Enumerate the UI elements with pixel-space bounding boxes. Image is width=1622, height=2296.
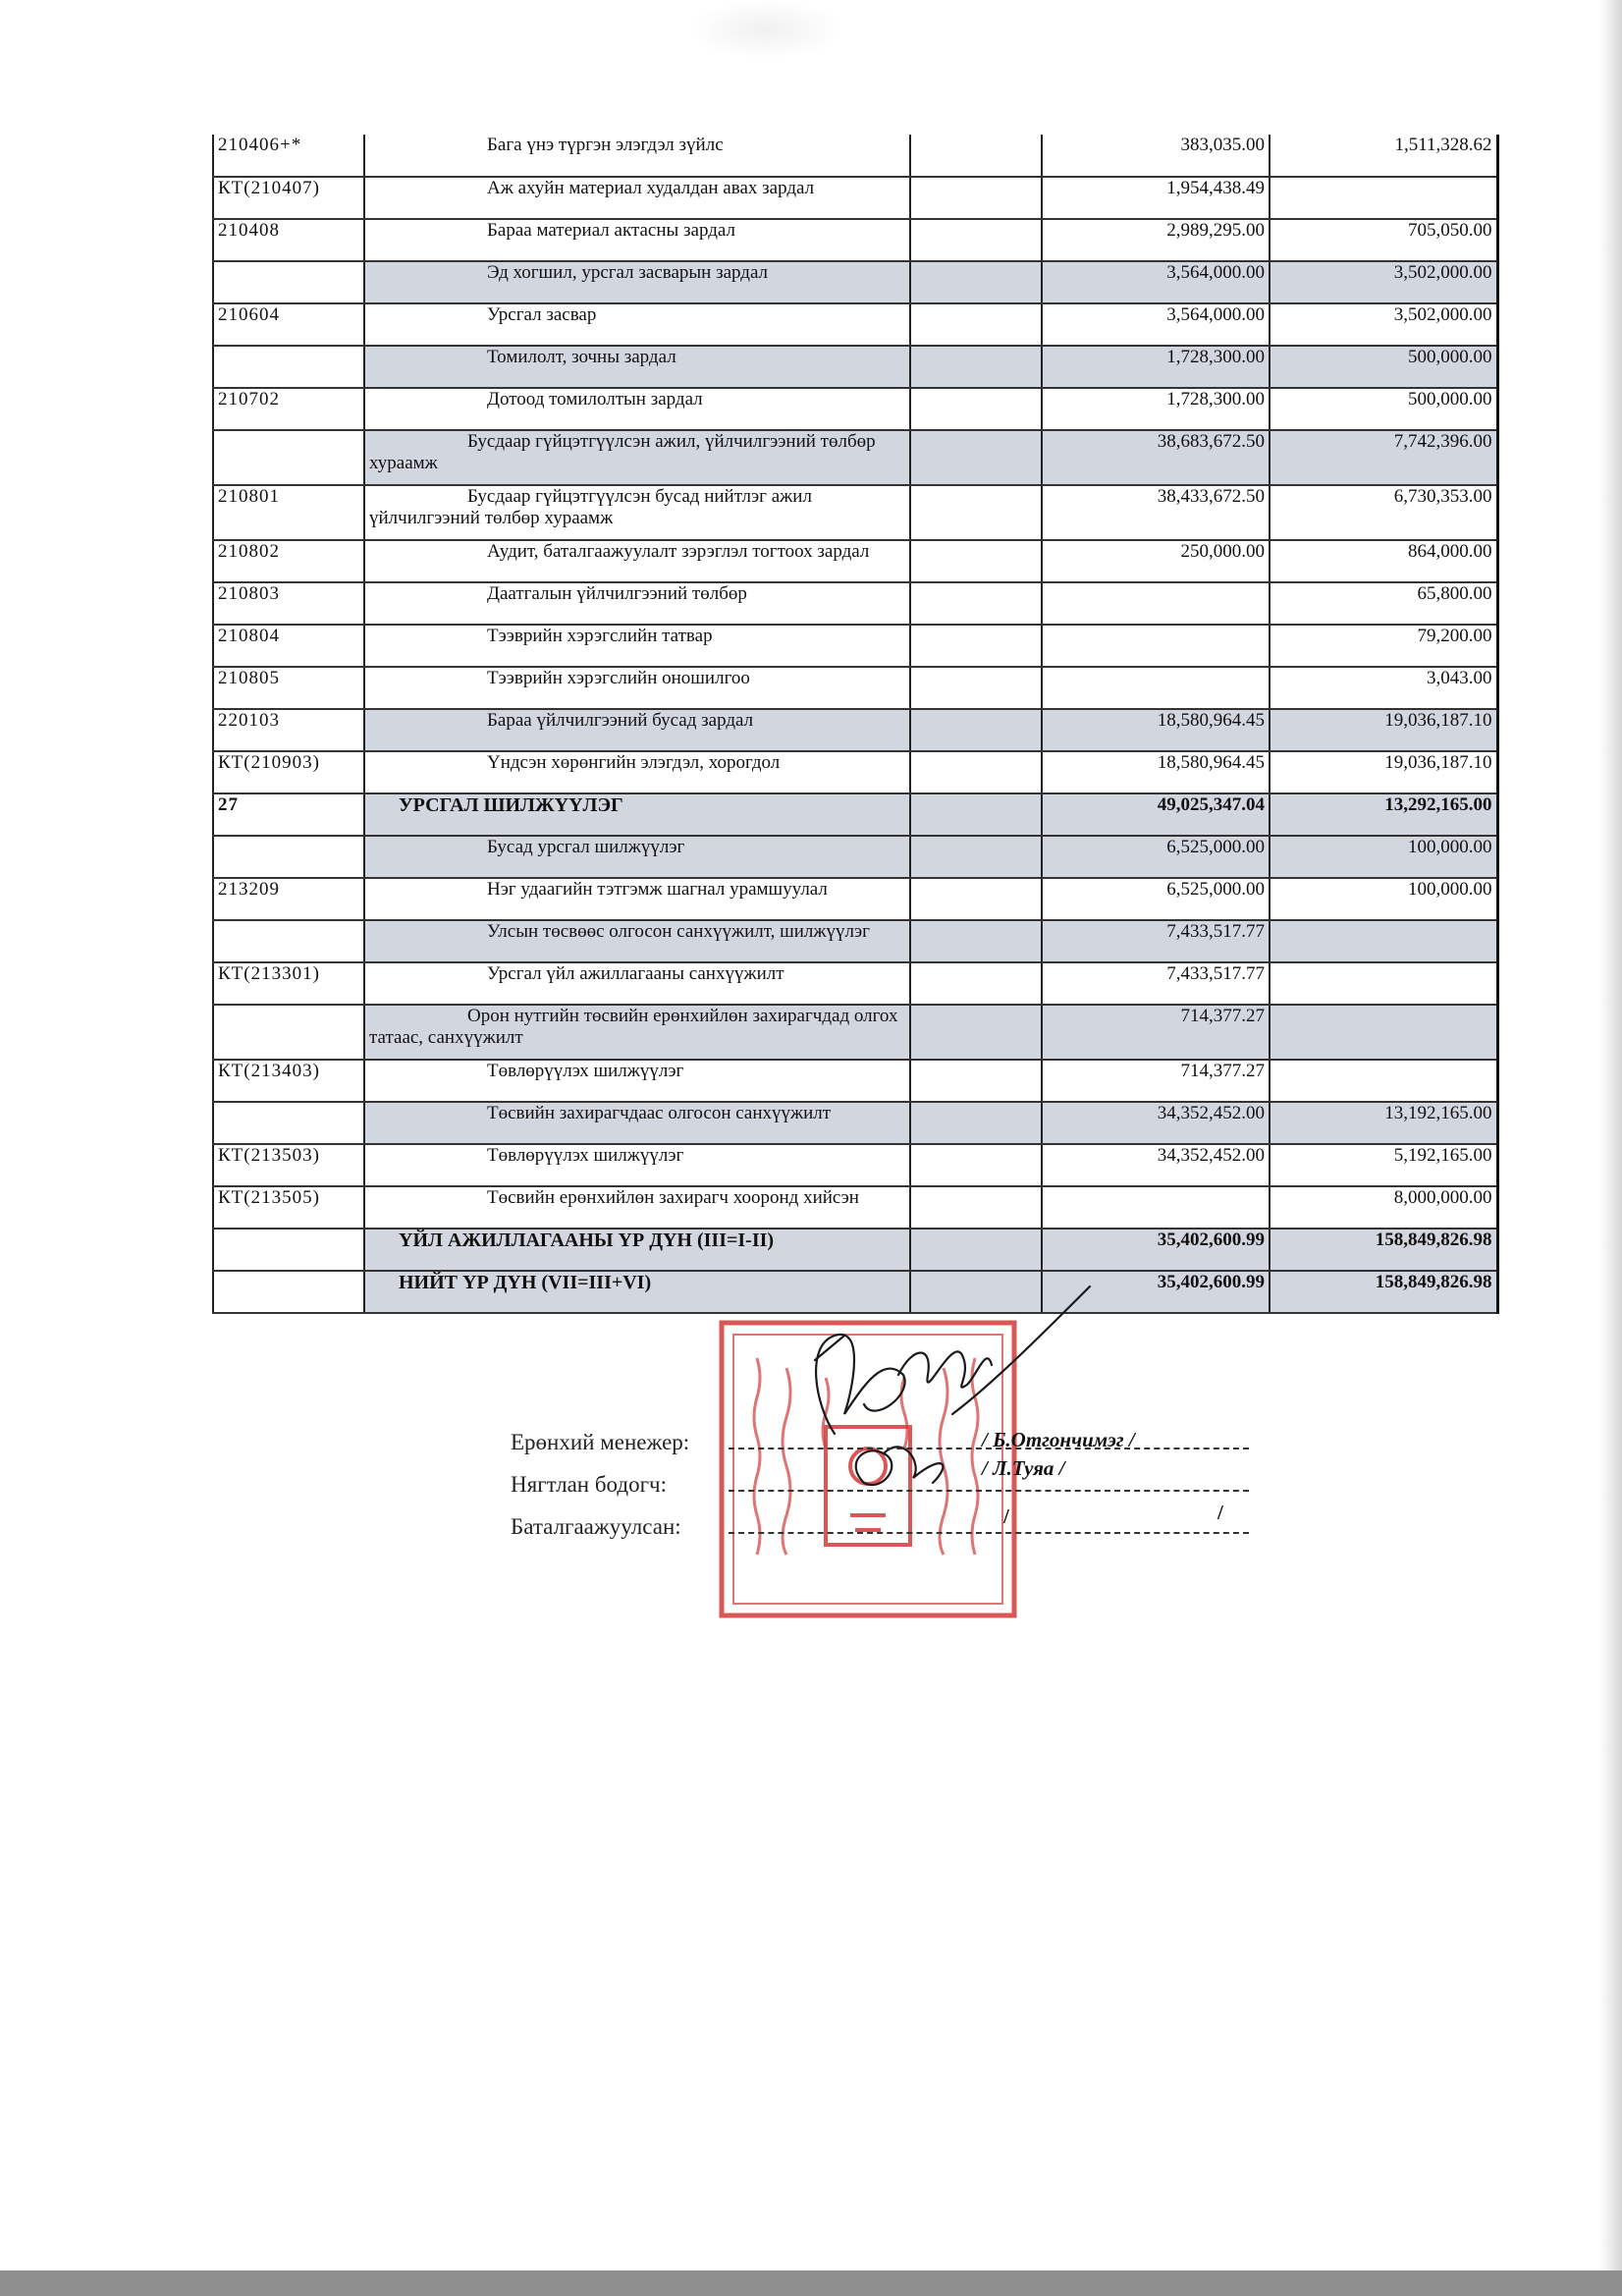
row-amount-current <box>1042 1186 1270 1229</box>
table-row <box>213 1102 1497 1144</box>
row-description: ҮЙЛ АЖИЛЛАГААНЫ ҮР ДҮН (III=I-II) <box>364 1229 910 1271</box>
row-empty-cell <box>910 1186 1042 1229</box>
row-amount-current: 1,728,300.00 <box>1042 388 1270 430</box>
row-empty-cell <box>910 920 1042 962</box>
table-row <box>213 625 1497 667</box>
accountant-label: Нягтлан бодогч: <box>511 1472 667 1497</box>
row-amount-previous: 5,192,165.00 <box>1270 1144 1497 1186</box>
row-amount-current: 3,564,000.00 <box>1042 261 1270 303</box>
row-code: 27 <box>213 793 364 836</box>
row-amount-current: 18,580,964.45 <box>1042 709 1270 751</box>
row-empty-cell <box>910 793 1042 836</box>
row-amount-previous: 100,000.00 <box>1270 836 1497 878</box>
row-description: Төсвийн захирагчдаас олгосон санхүүжилт <box>364 1102 910 1144</box>
row-amount-previous: 864,000.00 <box>1270 540 1497 582</box>
row-description: Бараа материал актасны зардал <box>364 219 910 261</box>
row-amount-previous: 19,036,187.10 <box>1270 709 1497 751</box>
row-amount-current: 250,000.00 <box>1042 540 1270 582</box>
row-amount-previous <box>1270 1060 1497 1102</box>
table-row <box>213 582 1497 625</box>
row-amount-previous: 705,050.00 <box>1270 219 1497 261</box>
row-amount-current: 49,025,347.04 <box>1042 793 1270 836</box>
table-row <box>213 135 1497 177</box>
row-amount-current: 7,433,517.77 <box>1042 920 1270 962</box>
row-amount-previous: 3,502,000.00 <box>1270 303 1497 346</box>
general-manager-label: Ерөнхий менежер: <box>511 1430 690 1454</box>
table-row <box>213 219 1497 261</box>
verified-label: Баталгаажуулсан: <box>511 1514 681 1539</box>
row-amount-current: 7,433,517.77 <box>1042 962 1270 1005</box>
row-empty-cell <box>910 303 1042 346</box>
row-amount-current: 714,377.27 <box>1042 1060 1270 1102</box>
row-code <box>213 1005 364 1060</box>
table-row <box>213 1186 1497 1229</box>
row-empty-cell <box>910 219 1042 261</box>
row-description: Бусдаар гүйцэтгүүлсэн ажил, үйлчилгээний төлбөр хураамж <box>364 430 910 485</box>
ledger-table-container <box>212 135 1496 1314</box>
table-row <box>213 1060 1497 1102</box>
row-amount-current: 1,954,438.49 <box>1042 177 1270 219</box>
scan-edge-bottom <box>0 2270 1622 2296</box>
row-empty-cell <box>910 625 1042 667</box>
row-code: КТ(213301) <box>213 962 364 1005</box>
row-code: КТ(210407) <box>213 177 364 219</box>
row-amount-previous: 3,502,000.00 <box>1270 261 1497 303</box>
row-code: 210801 <box>213 485 364 540</box>
row-description: Томилолт, зочны зардал <box>364 346 910 388</box>
row-description: НИЙТ ҮР ДҮН (VII=III+VI) <box>364 1271 910 1313</box>
verified-mark-right: / <box>1217 1501 1223 1524</box>
table-row <box>213 1005 1497 1060</box>
table-row <box>213 962 1497 1005</box>
row-amount-current: 714,377.27 <box>1042 1005 1270 1060</box>
row-amount-previous: 158,849,826.98 <box>1270 1229 1497 1271</box>
accountant-name: / Л.Туяа / <box>982 1456 1065 1480</box>
row-amount-previous: 65,800.00 <box>1270 582 1497 625</box>
row-code <box>213 430 364 485</box>
general-manager-name: / Б.Отгончимэг / <box>982 1428 1135 1451</box>
row-empty-cell <box>910 430 1042 485</box>
row-amount-previous: 79,200.00 <box>1270 625 1497 667</box>
row-amount-current: 383,035.00 <box>1042 135 1270 177</box>
row-code <box>213 836 364 878</box>
row-amount-current: 6,525,000.00 <box>1042 836 1270 878</box>
row-amount-previous: 1,511,328.62 <box>1270 135 1497 177</box>
row-code <box>213 920 364 962</box>
row-empty-cell <box>910 878 1042 920</box>
row-amount-current: 1,728,300.00 <box>1042 346 1270 388</box>
row-amount-previous: 7,742,396.00 <box>1270 430 1497 485</box>
row-description: Дотоод томилолтын зардал <box>364 388 910 430</box>
row-description: Нэг удаагийн тэтгэмж шагнал урамшуулал <box>364 878 910 920</box>
row-amount-previous <box>1270 962 1497 1005</box>
row-amount-previous: 6,730,353.00 <box>1270 485 1497 540</box>
signature-block <box>511 1430 1257 1557</box>
row-description: Тээврийн хэрэгслийн оношилгоо <box>364 667 910 709</box>
row-empty-cell <box>910 1229 1042 1271</box>
row-amount-previous <box>1270 1005 1497 1060</box>
row-amount-current <box>1042 582 1270 625</box>
table-row <box>213 540 1497 582</box>
row-amount-current: 35,402,600.99 <box>1042 1271 1270 1313</box>
row-description: Төсвийн ерөнхийлөн захирагч хооронд хийсэн <box>364 1186 910 1229</box>
ledger-table-body <box>213 135 1497 1313</box>
table-row <box>213 836 1497 878</box>
table-row <box>213 485 1497 540</box>
row-description: Бусад урсгал шилжүүлэг <box>364 836 910 878</box>
row-amount-previous: 13,192,165.00 <box>1270 1102 1497 1144</box>
row-amount-previous: 100,000.00 <box>1270 878 1497 920</box>
accountant-row <box>511 1456 1257 1514</box>
row-code <box>213 346 364 388</box>
row-empty-cell <box>910 261 1042 303</box>
row-description: Аж ахуйн материал худалдан авах зардал <box>364 177 910 219</box>
row-empty-cell <box>910 836 1042 878</box>
row-description: Үндсэн хөрөнгийн элэгдэл, хорогдол <box>364 751 910 793</box>
row-amount-current: 6,525,000.00 <box>1042 878 1270 920</box>
row-amount-current <box>1042 625 1270 667</box>
row-code: 220103 <box>213 709 364 751</box>
row-amount-previous: 13,292,165.00 <box>1270 793 1497 836</box>
row-amount-current: 18,580,964.45 <box>1042 751 1270 793</box>
table-row <box>213 751 1497 793</box>
table-row <box>213 303 1497 346</box>
row-empty-cell <box>910 1005 1042 1060</box>
row-description: Орон нутгийн төсвийн ерөнхийлөн захирагчдад олгох татаас, санхүүжилт <box>364 1005 910 1060</box>
row-code: 210802 <box>213 540 364 582</box>
row-amount-current: 35,402,600.99 <box>1042 1229 1270 1271</box>
table-row <box>213 430 1497 485</box>
table-row <box>213 1144 1497 1186</box>
row-code: КТ(213505) <box>213 1186 364 1229</box>
row-empty-cell <box>910 582 1042 625</box>
row-code: 210804 <box>213 625 364 667</box>
table-row <box>213 793 1497 836</box>
verified-mark-left: / <box>1003 1504 1009 1528</box>
row-code: 210406+* <box>213 135 364 177</box>
row-amount-previous: 3,043.00 <box>1270 667 1497 709</box>
row-code: 210805 <box>213 667 364 709</box>
row-amount-previous: 500,000.00 <box>1270 388 1497 430</box>
row-description: Бага үнэ түргэн элэгдэл зүйлс <box>364 135 910 177</box>
row-code: 213209 <box>213 878 364 920</box>
row-code: КТ(210903) <box>213 751 364 793</box>
row-description: Аудит, баталгаажуулалт зэрэглэл тогтоох зардал <box>364 540 910 582</box>
row-description: Бараа үйлчилгээний бусад зардал <box>364 709 910 751</box>
row-description: Улсын төсвөөс олгосон санхүүжилт, шилжүүлэг <box>364 920 910 962</box>
row-empty-cell <box>910 1060 1042 1102</box>
table-row <box>213 346 1497 388</box>
row-description: Төвлөрүүлэх шилжүүлэг <box>364 1144 910 1186</box>
row-empty-cell <box>910 1102 1042 1144</box>
table-row <box>213 177 1497 219</box>
row-code: 210604 <box>213 303 364 346</box>
row-code: 210702 <box>213 388 364 430</box>
table-row <box>213 878 1497 920</box>
row-description: Урсгал үйл ажиллагааны санхүүжилт <box>364 962 910 1005</box>
table-row <box>213 261 1497 303</box>
row-code: КТ(213403) <box>213 1060 364 1102</box>
table-row <box>213 920 1497 962</box>
row-empty-cell <box>910 135 1042 177</box>
row-empty-cell <box>910 177 1042 219</box>
row-amount-previous <box>1270 177 1497 219</box>
row-code <box>213 1102 364 1144</box>
accountant-line <box>729 1490 1249 1492</box>
row-code: 210803 <box>213 582 364 625</box>
table-row <box>213 709 1497 751</box>
row-amount-current: 34,352,452.00 <box>1042 1144 1270 1186</box>
row-description: Бусдаар гүйцэтгүүлсэн бусад нийтлэг ажил үйлчилгээний төлбөр хураамж <box>364 485 910 540</box>
table-row <box>213 388 1497 430</box>
table-row <box>213 1229 1497 1271</box>
verified-row <box>511 1501 1257 1557</box>
ledger-table <box>212 135 1499 1314</box>
row-description: Тээврийн хэрэгслийн татвар <box>364 625 910 667</box>
row-amount-current: 38,683,672.50 <box>1042 430 1270 485</box>
row-amount-current: 34,352,452.00 <box>1042 1102 1270 1144</box>
row-empty-cell <box>910 1144 1042 1186</box>
row-amount-current: 2,989,295.00 <box>1042 219 1270 261</box>
verified-line <box>729 1532 1249 1534</box>
row-empty-cell <box>910 962 1042 1005</box>
scan-edge-right <box>1598 0 1622 2296</box>
row-description: Урсгал засвар <box>364 303 910 346</box>
row-empty-cell <box>910 709 1042 751</box>
row-empty-cell <box>910 485 1042 540</box>
row-amount-current: 3,564,000.00 <box>1042 303 1270 346</box>
row-empty-cell <box>910 751 1042 793</box>
row-amount-previous: 8,000,000.00 <box>1270 1186 1497 1229</box>
row-empty-cell <box>910 667 1042 709</box>
row-empty-cell <box>910 388 1042 430</box>
row-description: Эд хогшил, урсгал засварын зардал <box>364 261 910 303</box>
row-description: УРСГАЛ ШИЛЖҮҮЛЭГ <box>364 793 910 836</box>
row-amount-previous: 19,036,187.10 <box>1270 751 1497 793</box>
row-code <box>213 1229 364 1271</box>
row-amount-previous <box>1270 920 1497 962</box>
scan-bleed-mark <box>687 0 844 59</box>
row-description: Даатгалын үйлчилгээний төлбөр <box>364 582 910 625</box>
row-code <box>213 261 364 303</box>
row-description: Төвлөрүүлэх шилжүүлэг <box>364 1060 910 1102</box>
row-empty-cell <box>910 346 1042 388</box>
row-code <box>213 1271 364 1313</box>
row-amount-previous: 158,849,826.98 <box>1270 1271 1497 1313</box>
row-code: КТ(213503) <box>213 1144 364 1186</box>
row-amount-current <box>1042 667 1270 709</box>
table-row <box>213 667 1497 709</box>
general-manager-row <box>511 1430 1257 1472</box>
row-code: 210408 <box>213 219 364 261</box>
row-amount-previous: 500,000.00 <box>1270 346 1497 388</box>
row-empty-cell <box>910 540 1042 582</box>
row-amount-current: 38,433,672.50 <box>1042 485 1270 540</box>
